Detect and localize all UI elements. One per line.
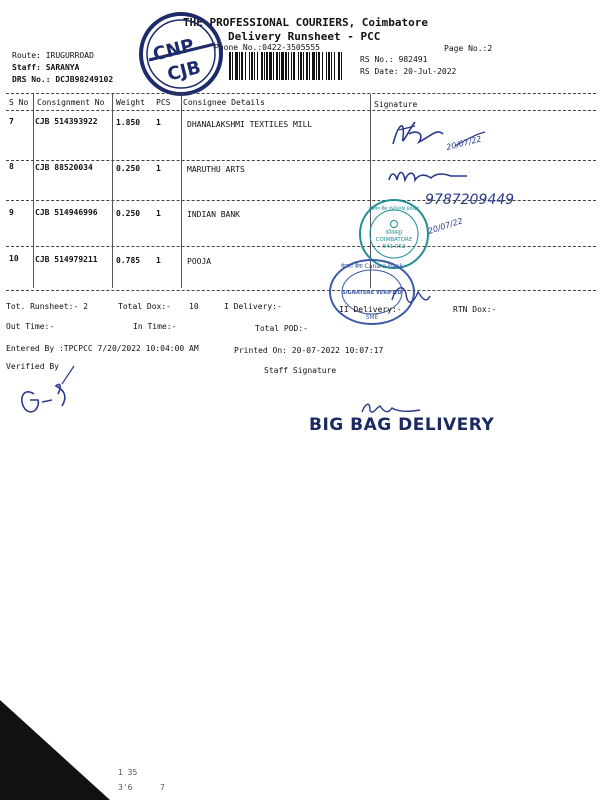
cnp-cjb-stamp (137, 10, 225, 98)
stamp-city-hi: कोयंबतूर (385, 230, 403, 236)
stamp-cnp: CNP (150, 34, 197, 66)
row-pcs: 1 (156, 164, 161, 173)
company-title: THE PROFESSIONAL COURIERS, Coimbatore (183, 16, 429, 29)
row-pcs: 1 (156, 118, 161, 127)
column-line (33, 94, 34, 288)
row-weight: 0.250 (116, 209, 141, 218)
phone-number: Phone No.:0422-3505555 (214, 43, 320, 52)
staff-name: Staff: SARANYA (12, 63, 80, 72)
row-sno: 8 (9, 162, 14, 171)
page-number: Page No.:2 (444, 44, 493, 53)
divider (6, 290, 596, 291)
stamp-bank-name: इंडियन बैंक INDIAN BANK (368, 207, 420, 212)
verified-by-signature (12, 356, 92, 422)
entered-by: Entered By :TPCPCC 7/20/2022 10:04:00 AM (6, 344, 199, 353)
scan-shadow (0, 700, 120, 800)
divider (6, 160, 596, 161)
row-sno: 10 (9, 254, 19, 263)
stamp-canara-name: केनरा बैंक Canara Bank (340, 263, 404, 270)
total-dox-label: Total Dox:- (118, 302, 171, 311)
row-consignee: DHANALAKSHMI TEXTILES MILL (187, 120, 313, 129)
col-weight: Weight (116, 98, 145, 107)
row7-date: 20/07/22 (445, 134, 483, 152)
drs-number: DRS No.: DCJB98249102 (12, 75, 114, 84)
column-line (112, 94, 113, 288)
staff-signature-label: Staff Signature (264, 366, 337, 375)
col-sno: S No (9, 98, 29, 107)
stamp-canara-bottom: SME (365, 314, 379, 321)
barcode (227, 52, 347, 82)
route: Route: IRUGURROAD (12, 51, 94, 60)
row-consignment: CJB 514979211 (35, 255, 98, 264)
row-pcs: 1 (156, 256, 161, 265)
row-weight: 1.850 (116, 118, 141, 127)
big-bag-delivery-stamp: BIG BAG DELIVERY (309, 415, 495, 435)
row-consignee: POOJA (187, 257, 212, 266)
row-sno: 9 (9, 208, 14, 217)
ii-delivery: II Delivery:- (339, 305, 402, 314)
row-pcs: 1 (156, 209, 161, 218)
out-time: Out Time:- (6, 322, 55, 331)
stamp-pin: 641 062 (382, 244, 406, 250)
rtn-dox: RTN Dox:- (453, 305, 497, 314)
rs-date: RS Date: 20-Jul-2022 (360, 67, 457, 76)
runsheet-title: Delivery Runsheet - PCC (228, 30, 381, 43)
in-time: In Time:- (133, 322, 177, 331)
footer-mark: 1 35 (118, 768, 138, 777)
divider (6, 246, 596, 247)
tot-runsheet: Tot. Runsheet:- 2 (6, 302, 88, 311)
row-consignee: INDIAN BANK (187, 210, 240, 219)
row-consignee: MARUTHU ARTS (187, 165, 245, 174)
col-consignment: Consignment No (37, 98, 105, 107)
verified-by: Verified By (6, 362, 59, 371)
footer-mark: 3'6 (118, 783, 133, 792)
signature-row-7 (385, 112, 515, 160)
col-signature: Signature (374, 100, 418, 109)
stamp-city: COIMBATORE (375, 237, 413, 243)
total-dox-value: 10 (189, 302, 199, 311)
rs-number: RS No.: 982491 (360, 55, 428, 64)
row-consignment: CJB 88520034 (35, 163, 93, 172)
signature-row-9 (425, 210, 485, 244)
divider (6, 93, 596, 94)
row-weight: 0.250 (116, 164, 141, 173)
row9-date: 20/07/22 (426, 216, 464, 236)
divider (6, 110, 596, 111)
stamp-cjb: CJB (165, 57, 203, 86)
row8-phone: 9787209449 (425, 192, 515, 208)
row-consignment: CJB 514946996 (35, 208, 98, 217)
i-delivery: I Delivery:- (224, 302, 282, 311)
col-pcs: PCS (156, 98, 171, 107)
printed-on: Printed On: 20-07-2022 10:07:17 (234, 346, 384, 355)
col-consignee: Consignee Details (183, 98, 265, 107)
row-weight: 0.785 (116, 256, 141, 265)
footer-mark: 7 (160, 783, 165, 792)
total-pod: Total POD:- (255, 324, 308, 333)
column-line (181, 94, 182, 288)
row-sno: 7 (9, 117, 14, 126)
stamp-canara-mid: SIGNATURE VERIFIED (342, 290, 402, 296)
row-consignment: CJB 514393922 (35, 117, 98, 126)
